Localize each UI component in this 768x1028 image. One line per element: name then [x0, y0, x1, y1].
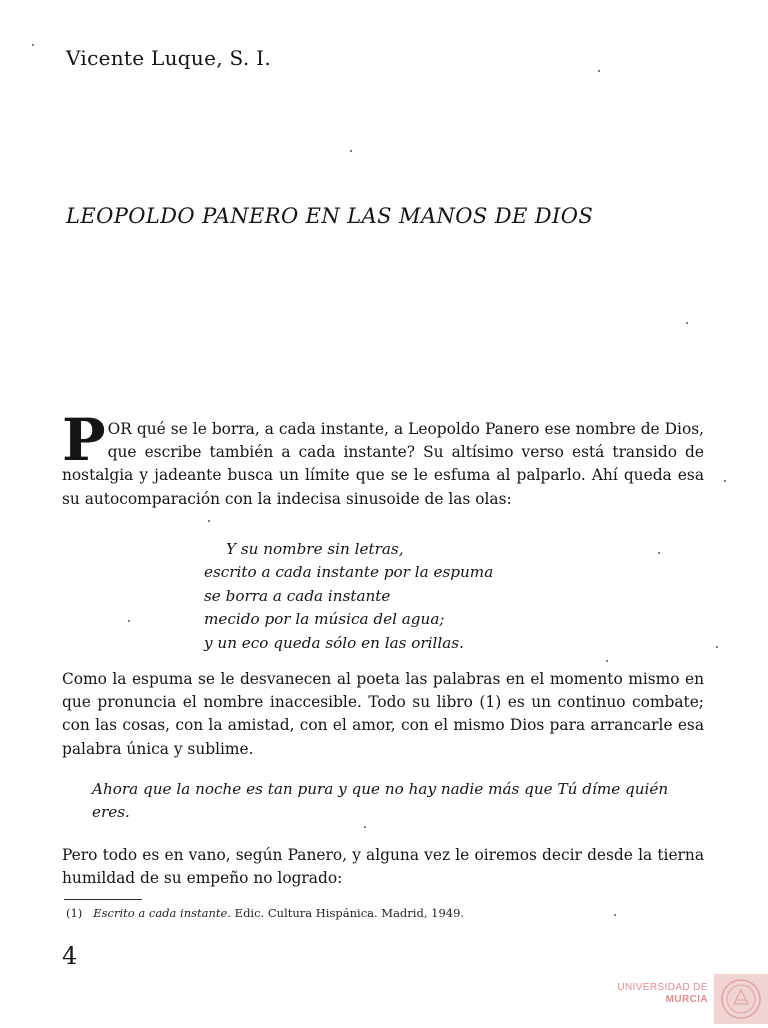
scan-speck [606, 660, 608, 662]
university-watermark [612, 974, 768, 1024]
page-number: 4 [62, 942, 78, 970]
footnote-rule [64, 899, 142, 900]
watermark-text [612, 982, 708, 1006]
scan-speck [32, 44, 34, 46]
verse-block [204, 538, 493, 655]
drop-cap: P [62, 406, 106, 474]
paragraph-2: Como la espuma se le desvanecen al poeta las palabras en el momento mismo en que pronuncia el nombre inaccesible. Todo su libro (1) es un continuo combate; con las cosas, con la amistad, con el amor, con el mismo Dios para arrancarle esa palabra única y sublime. [62, 670, 704, 758]
article-title: LEOPOLDO PANERO EN LAS MANOS DE DIOS [66, 204, 594, 228]
university-seal-icon [714, 974, 768, 1024]
scan-speck [364, 826, 366, 828]
author-name: Vicente Luque, S. I. [66, 46, 271, 70]
paragraph-1-text: OR qué se le borra, a cada instante, a Leopoldo Panero ese nombre de Dios, que escribe también a cada instante? Su altísimo verso está transido de nostalgia y jadeante busca un límite que se le esfuma al palparlo. Ahí queda esa su autocomparación con la indecisa sinusoide de las olas: [62, 420, 704, 508]
footnote [66, 906, 464, 920]
footnote-book-title: Escrito a cada instante. [93, 906, 232, 920]
scan-speck [716, 646, 718, 648]
verse-line: Y su nombre sin letras, [226, 540, 404, 558]
verse-line: escrito a cada instante por la espuma [204, 563, 494, 582]
scan-speck [350, 150, 352, 152]
footnote-marker: (1) [66, 906, 83, 920]
verse-line: se borra a cada instante [204, 586, 391, 605]
quote-block: Ahora que la noche es tan pura y que no hay nadie más que Tú díme quién eres. [92, 780, 669, 822]
footnote-details: Edic. Cultura Hispánica. Madrid, 1949. [234, 906, 465, 920]
scan-speck [658, 552, 660, 554]
scan-speck [724, 480, 726, 482]
verse-line: y un eco queda sólo en las orillas. [204, 633, 464, 652]
scan-speck [208, 520, 210, 522]
scan-speck [614, 914, 616, 916]
scan-speck [686, 322, 688, 324]
scan-speck [598, 70, 600, 72]
paragraph-3: Pero todo es en vano, según Panero, y alguna vez le oiremos decir desde la tierna humildad de su empeño no logrado: [62, 846, 704, 888]
scan-speck [128, 620, 130, 622]
paragraph-1 [62, 406, 704, 511]
watermark-line-1: UNIVERSIDAD DE [617, 982, 708, 993]
watermark-line-2: MURCIA [665, 994, 708, 1005]
verse-line: mecido por la música del agua; [204, 610, 445, 629]
